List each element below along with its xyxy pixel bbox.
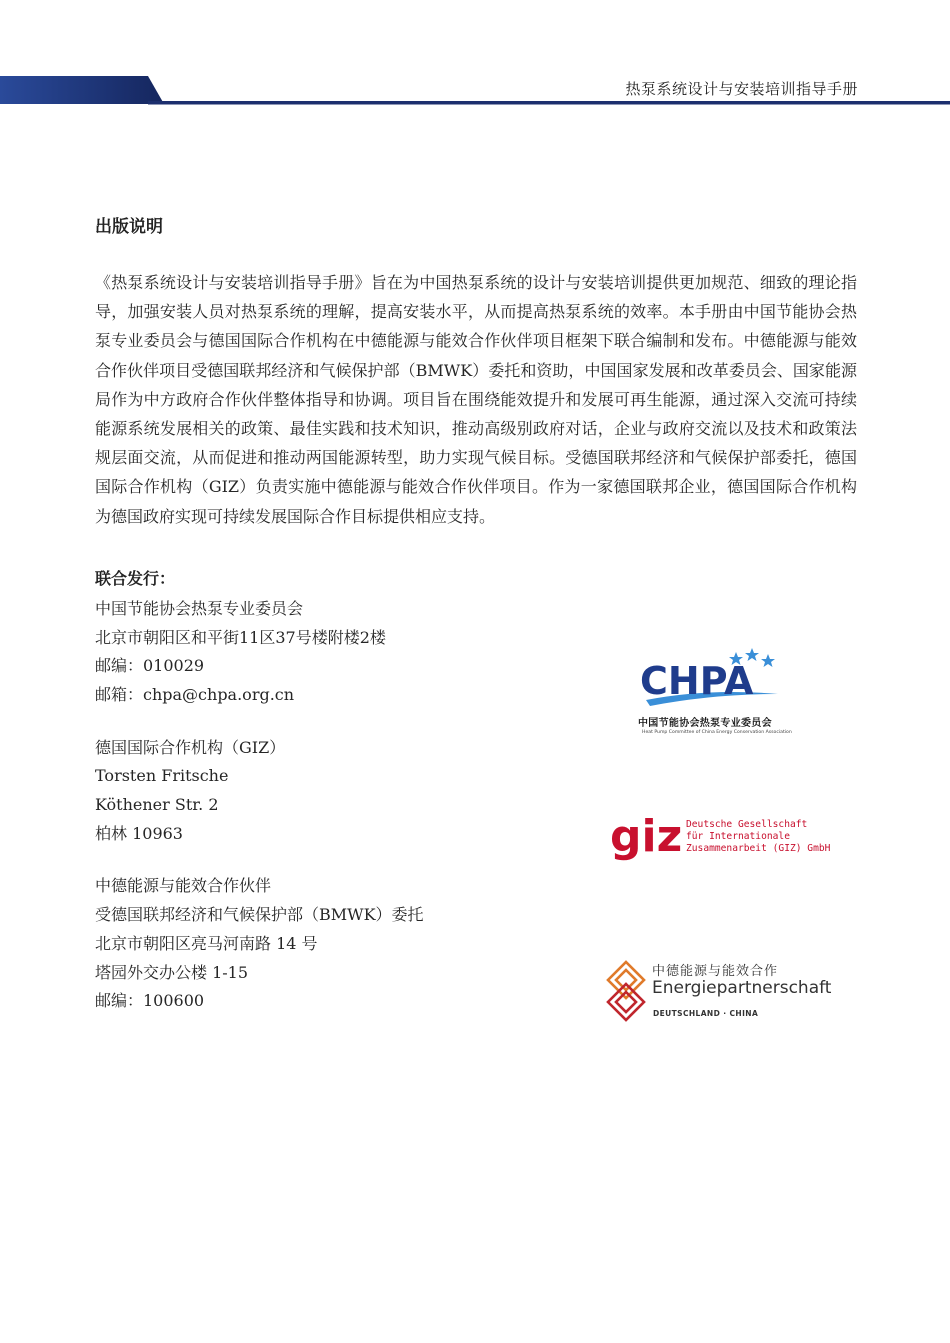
- energy-partnership-logo: [604, 960, 832, 1024]
- header-title: 热泵系统设计与安装培训指导手册: [625, 80, 858, 98]
- publishers-label: 联合发行：: [95, 568, 176, 588]
- giz-logo-line-2: für Internationale: [686, 831, 790, 842]
- partnership-logo-de: DEUTSCHLAND · CHINA: [653, 1009, 759, 1018]
- partnership-commission: 受德国联邦经济和气候保护部（BMWK）委托: [95, 905, 424, 925]
- partnership-building: 塔园外交办公楼 1-15: [95, 962, 249, 982]
- chpa-logo-en: Heat Pump Committee of China Energy Conservation Association: [642, 730, 792, 735]
- page-header: [0, 0, 950, 110]
- chpa-logo-cn: 中国节能协会热泵专业委员会: [638, 718, 772, 729]
- partnership-postcode: 邮编：100600: [95, 991, 205, 1011]
- giz-city: 柏林 10963: [95, 823, 183, 843]
- giz-contact: Torsten Fritsche: [95, 766, 229, 786]
- giz-name: 德国国际合作机构（GIZ）: [95, 737, 286, 757]
- giz-logo-name: [686, 819, 830, 855]
- chpa-name: 中国节能协会热泵专业委员会: [95, 598, 304, 618]
- chpa-logo: [638, 648, 792, 740]
- intro-paragraph: 《热泵系统设计与安装培训指导手册》旨在为中国热泵系统的设计与安装培训提供更加规范、细致的理论指导，加强安装人员对热泵系统的理解，提高安装水平，从而提高热泵系统的效率。本手册由中国节能协会热泵专业委员会与德国国际合作机构在中德能源与能效合作伙伴项目框架下联合编制和发布。中德能源与能效合作伙伴项目受德国联邦经济和气候保护部（BMWK）委托和资助，中国国家发展和改革委员会、国家能源局作为中方政府合作伙伴整体指导和协调。项目旨在围绕能效提升和发展可再生能源，通过深入交流可持续能源系统发展相关的政策、最佳实践和技术知识，推动高级别政府对话，企业与政府交流以及技术和政策法规层面交流，从而促进和推动两国能源转型，助力实现气候目标。受德国联邦经济和气候保护部委托，德国国际合作机构（GIZ）负责实施中德能源与能效合作伙伴项目。作为一家德国联邦企业，德国国际合作机构为德国政府实现可持续发展国际合作目标提供相应支持。: [95, 273, 857, 526]
- giz-logo-mark: [610, 815, 682, 865]
- section-title: 出版说明: [95, 217, 163, 237]
- partnership-name: 中德能源与能效合作伙伴: [95, 876, 272, 896]
- chpa-logo-text: CHPA: [640, 659, 754, 703]
- main-content: [95, 212, 857, 1016]
- giz-logo-line-3: Zusammenarbeit (GIZ) GmbH: [686, 843, 831, 854]
- chpa-postcode: 邮编：010029: [95, 656, 205, 676]
- partnership-logo-en: Energiepartnerschaft: [652, 978, 832, 998]
- diamond-emblem-icon: [604, 960, 648, 1024]
- chpa-address: 北京市朝阳区和平街11区37号楼附楼2楼: [95, 627, 386, 647]
- giz-logo: [610, 815, 831, 865]
- giz-street: Köthener Str. 2: [95, 795, 219, 815]
- giz-logo-text: giz: [610, 815, 682, 862]
- partnership-logo-cn: 中德能源与能效合作: [652, 964, 779, 979]
- giz-logo-line-1: Deutsche Gesellschaft: [686, 819, 808, 830]
- partnership-address: 北京市朝阳区亮马河南路 14 号: [95, 933, 318, 953]
- chpa-logo-mark: [638, 648, 788, 714]
- chpa-email: 邮箱：chpa@chpa.org.cn: [95, 684, 295, 704]
